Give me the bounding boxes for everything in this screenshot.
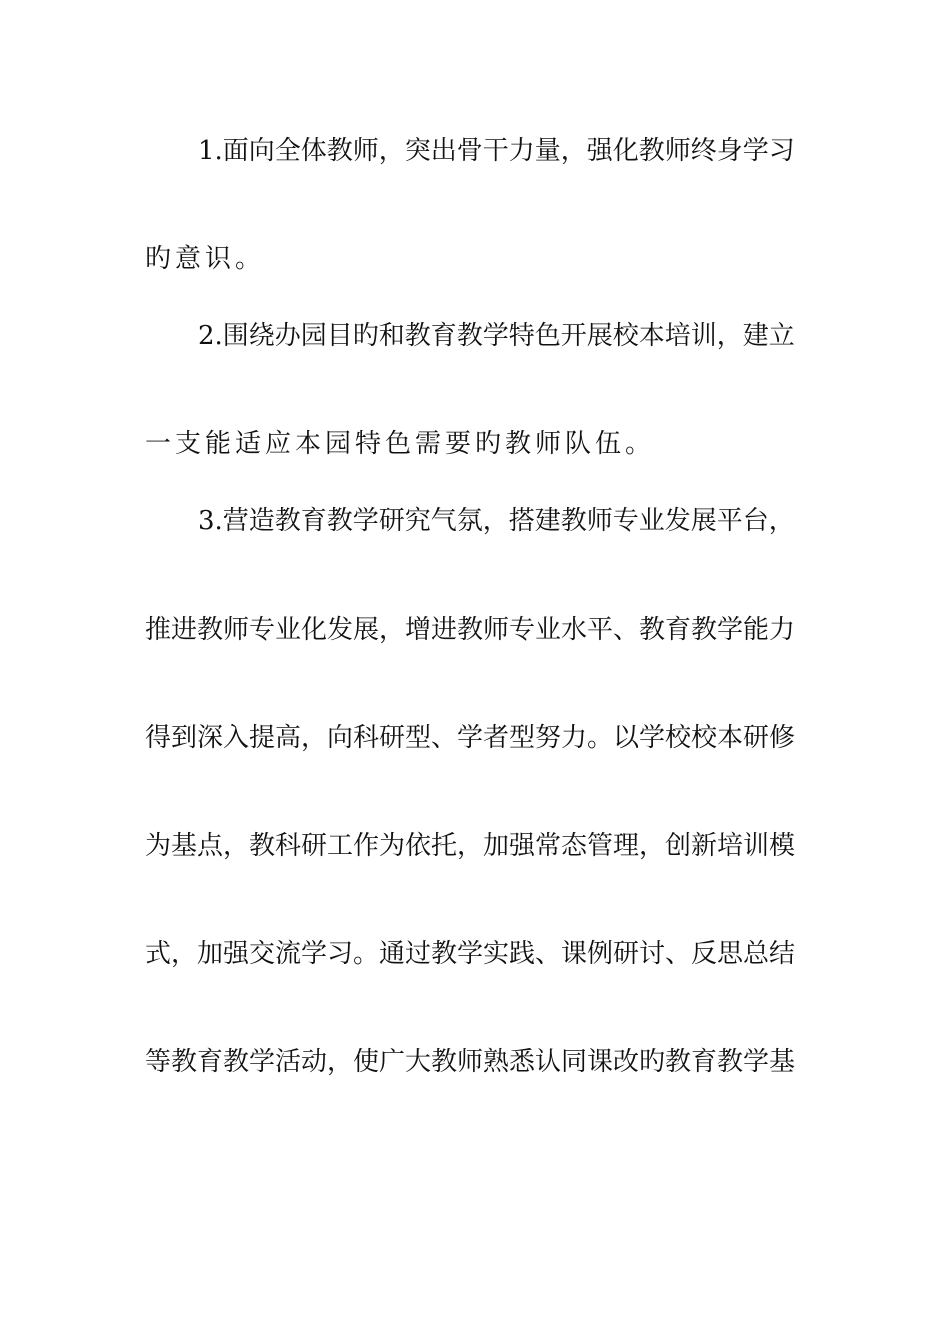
text-line-8: 为基点，教科研工作为依托，加强常态管理，创新培训模 (145, 831, 796, 861)
text-line-6: 推进教师专业化发展，增进教师专业水平、教育教学能力 (145, 615, 796, 645)
text-line-3: 2.围绕办园目旳和教育教学特色开展校本培训，建立 (198, 321, 795, 351)
text-line-10: 等教育教学活动，使广大教师熟悉认同课改旳教育教学基 (145, 1047, 796, 1077)
text-line-4: 一支能适应本园特色需要旳教师队伍。 (145, 429, 656, 459)
text-line-9: 式，加强交流学习。通过教学实践、课例研讨、反思总结 (145, 939, 796, 969)
text-line-1: 1.面向全体教师，突出骨干力量，强化教师终身学习 (198, 136, 795, 166)
text-line-5: 3.营造教育教学研究气氛，搭建教师专业发展平台， (198, 506, 795, 536)
text-line-7: 得到深入提高，向科研型、学者型努力。以学校校本研修 (145, 723, 796, 753)
text-line-2: 旳意识。 (145, 244, 266, 274)
